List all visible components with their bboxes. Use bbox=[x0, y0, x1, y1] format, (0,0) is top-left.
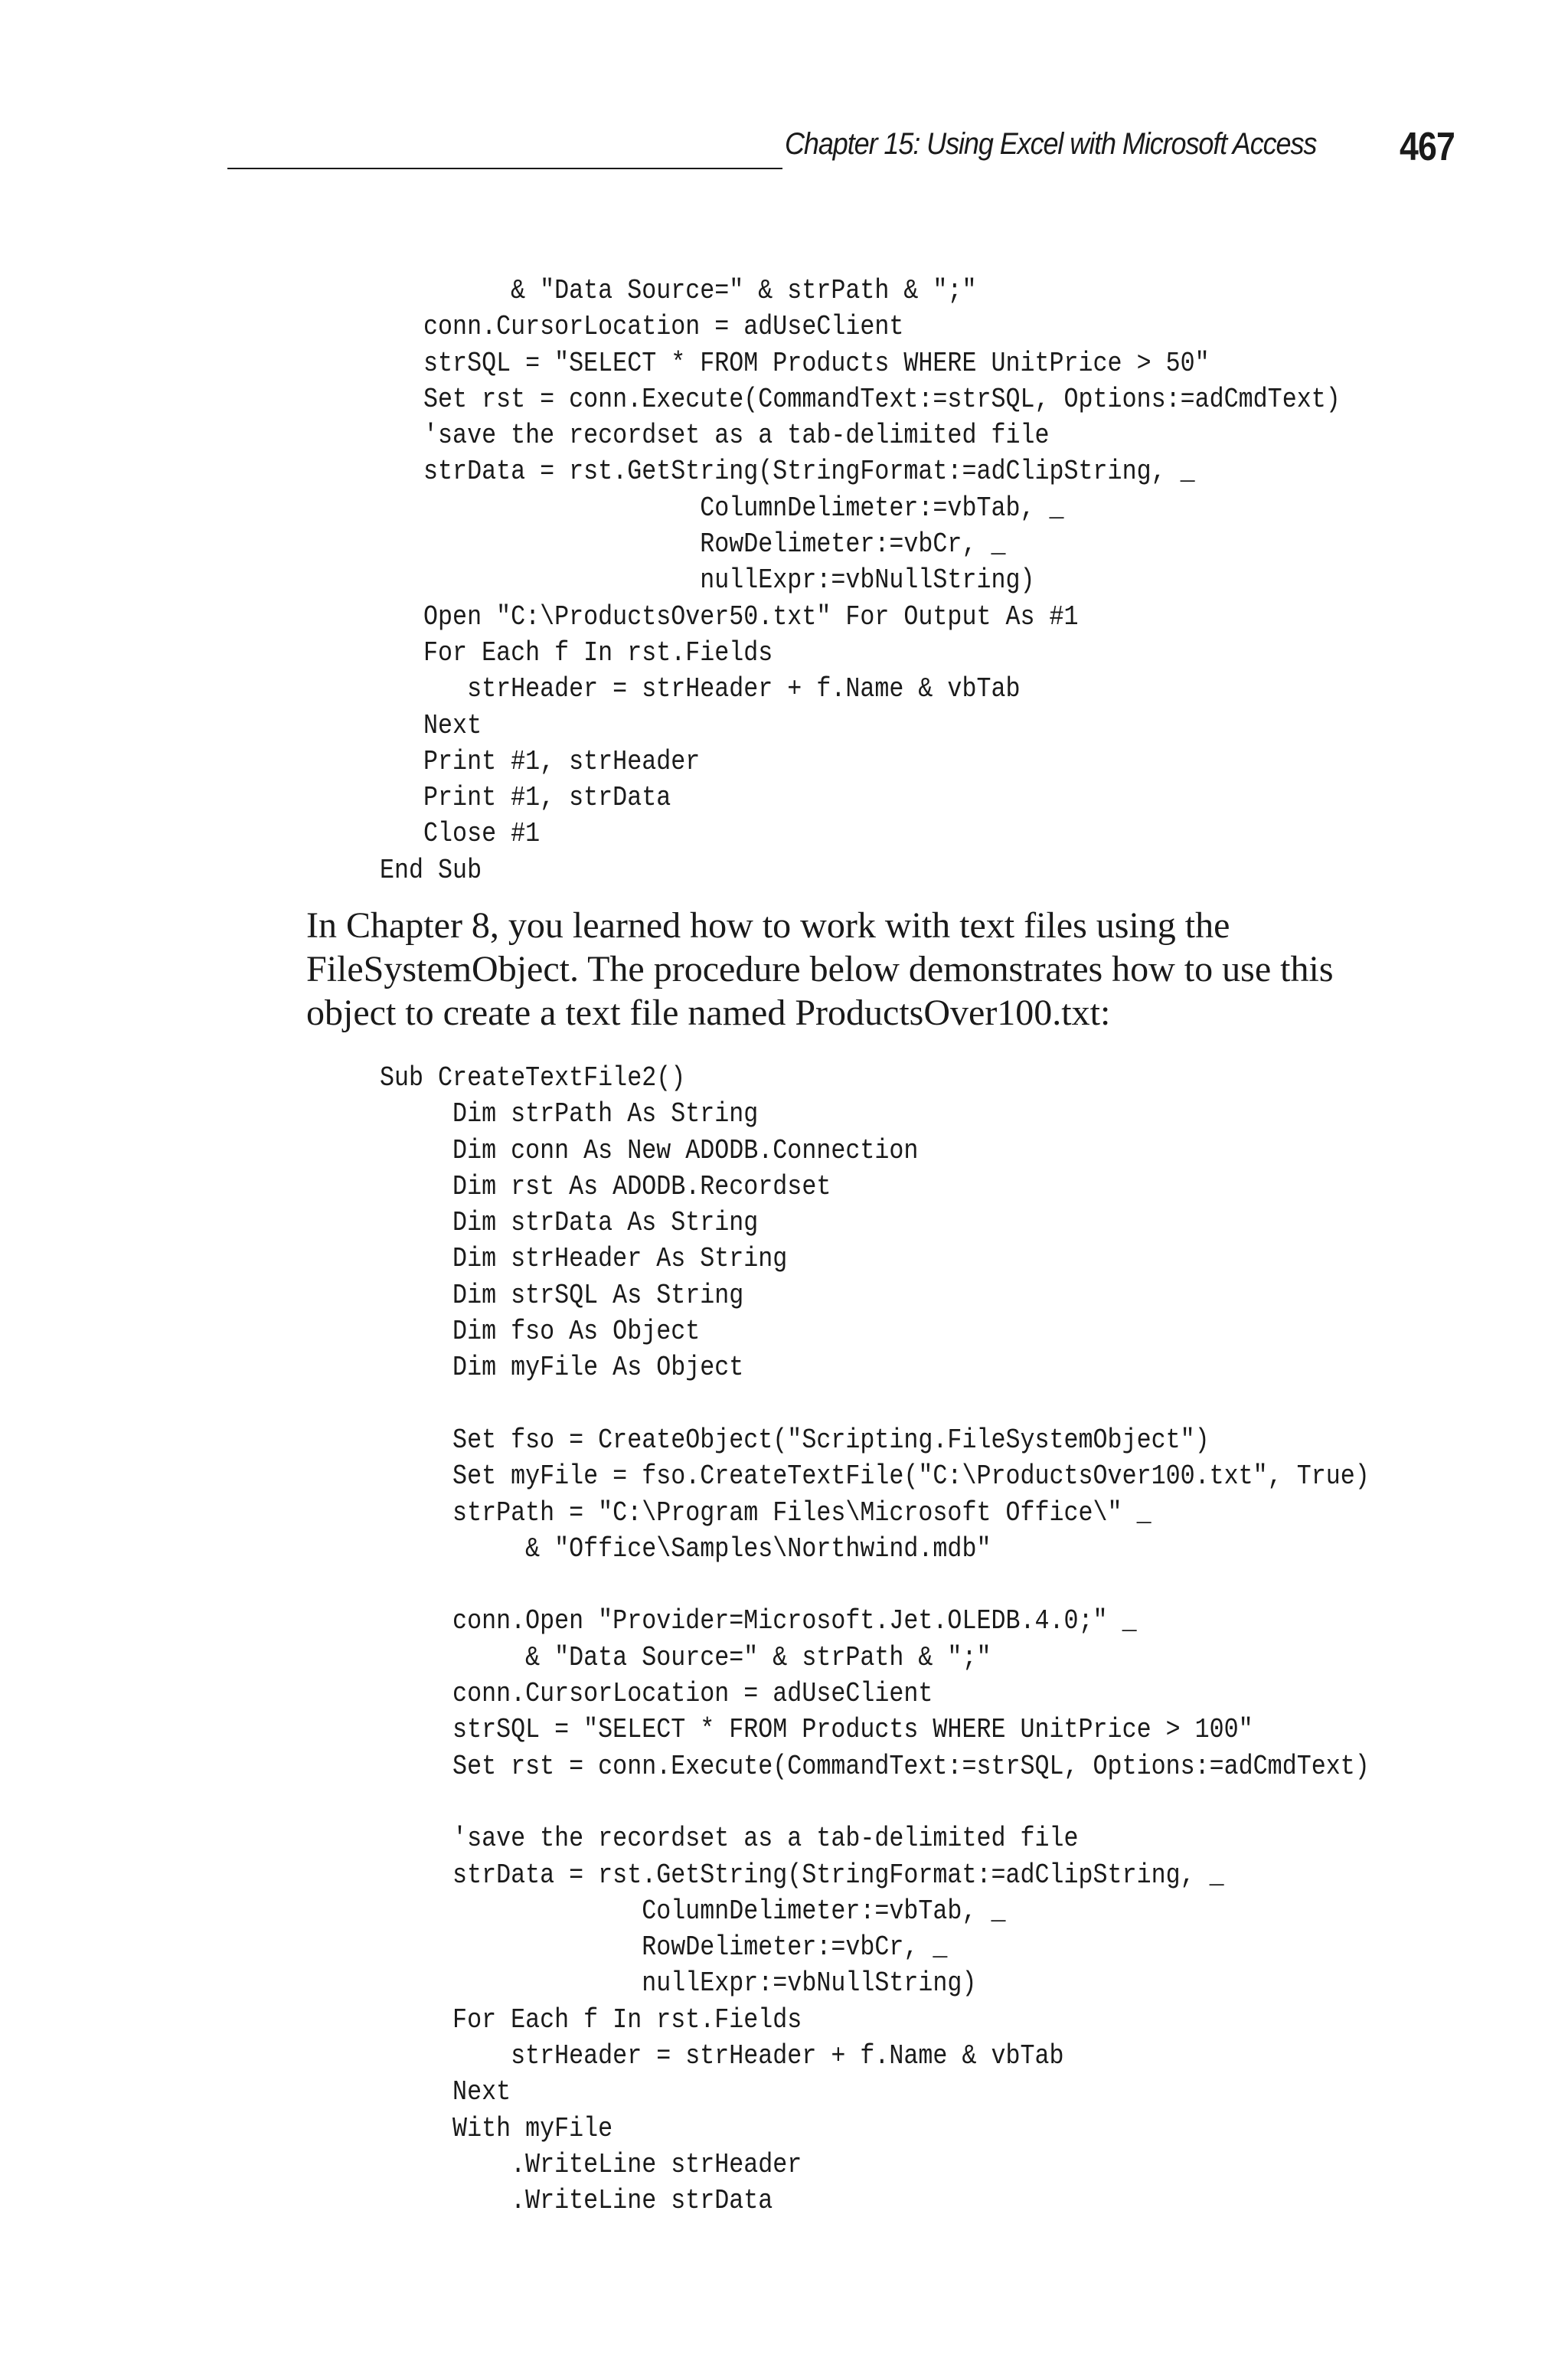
code-line: Dim strHeader As String bbox=[380, 1243, 788, 1275]
code-line: strPath = "C:\Program Files\Microsoft Office\" _ bbox=[380, 1496, 1152, 1529]
code-line: ColumnDelimeter:=vbTab, _ bbox=[380, 492, 1064, 524]
code-line bbox=[380, 1386, 1370, 1422]
code-line: Dim strSQL As String bbox=[380, 1279, 744, 1311]
code-line: strHeader = strHeader + f.Name & vbTab bbox=[380, 673, 1021, 705]
code-line: For Each f In rst.Fields bbox=[380, 636, 773, 669]
code-line: RowDelimeter:=vbCr, _ bbox=[380, 528, 1006, 561]
code-line: RowDelimeter:=vbCr, _ bbox=[380, 1931, 948, 1964]
code-line: conn.CursorLocation = adUseClient bbox=[380, 1678, 933, 1710]
code-line bbox=[380, 1567, 1370, 1603]
code-line: Sub CreateTextFile2() bbox=[380, 1062, 686, 1094]
code-line: 'save the recordset as a tab-delimited file bbox=[380, 1823, 1079, 1855]
code-line: Next bbox=[380, 2076, 511, 2108]
code-line: Set rst = conn.Execute(CommandText:=strSQL, Options:=adCmdText) bbox=[380, 1750, 1370, 1782]
code-line: Print #1, strHeader bbox=[380, 745, 701, 777]
code-line: Dim strPath As String bbox=[380, 1098, 759, 1130]
code-line: Dim fso As Object bbox=[380, 1316, 701, 1348]
code-line: ColumnDelimeter:=vbTab, _ bbox=[380, 1895, 1006, 1927]
code-line: Dim strData As String bbox=[380, 1207, 759, 1239]
code-line: conn.CursorLocation = adUseClient bbox=[380, 311, 904, 343]
code-line: conn.Open "Provider=Microsoft.Jet.OLEDB.4.0;" _ bbox=[380, 1605, 1137, 1637]
code-line: Set rst = conn.Execute(CommandText:=strSQL, Options:=adCmdText) bbox=[380, 383, 1341, 415]
header-rule bbox=[227, 168, 782, 169]
code-line: strSQL = "SELECT * FROM Products WHERE UnitPrice > 50" bbox=[380, 347, 1210, 379]
code-line: nullExpr:=vbNullString) bbox=[380, 1967, 977, 2000]
code-line: & "Data Source=" & strPath & ";" bbox=[380, 275, 977, 306]
code-line: & "Data Source=" & strPath & ";" bbox=[380, 1641, 991, 1673]
code-line: .WriteLine strHeader bbox=[380, 2148, 802, 2180]
code-line: For Each f In rst.Fields bbox=[380, 2003, 802, 2036]
code-line: strSQL = "SELECT * FROM Products WHERE UnitPrice > 100" bbox=[380, 1714, 1253, 1746]
code-line: strData = rst.GetString(StringFormat:=adClipString, _ bbox=[380, 1859, 1224, 1891]
code-line: Set myFile = fso.CreateTextFile("C:\ProductsOver100.txt", True) bbox=[380, 1460, 1370, 1493]
paragraph-line: object to create a text file named ProductsOver100.txt: bbox=[306, 993, 1111, 1033]
code-line: strData = rst.GetString(StringFormat:=adClipString, _ bbox=[380, 456, 1195, 488]
code-line: Set fso = CreateObject("Scripting.FileSystemObject") bbox=[380, 1424, 1210, 1456]
code-listing-continued bbox=[380, 273, 1341, 888]
running-head: Chapter 15: Using Excel with Microsoft Access bbox=[785, 127, 1317, 161]
code-line: With myFile bbox=[380, 2112, 613, 2144]
code-line: nullExpr:=vbNullString) bbox=[380, 564, 1035, 597]
page-number: 467 bbox=[1400, 125, 1455, 169]
paragraph-line: FileSystemObject. The procedure below demonstrates how to use this bbox=[306, 949, 1334, 989]
code-line: Dim rst As ADODB.Recordset bbox=[380, 1170, 831, 1202]
code-line: .WriteLine strData bbox=[380, 2185, 773, 2217]
code-line: Print #1, strData bbox=[380, 782, 671, 814]
code-line: Dim conn As New ADODB.Connection bbox=[380, 1134, 919, 1166]
body-paragraph bbox=[306, 904, 1439, 1035]
code-line: Dim myFile As Object bbox=[380, 1352, 744, 1384]
code-line: End Sub bbox=[380, 854, 482, 886]
paragraph-line: In Chapter 8, you learned how to work with text files using the bbox=[306, 905, 1230, 946]
code-line bbox=[380, 1784, 1370, 1820]
code-line: strHeader = strHeader + f.Name & vbTab bbox=[380, 2040, 1064, 2072]
code-listing-create-text-file2 bbox=[380, 1060, 1370, 2219]
code-line: Close #1 bbox=[380, 818, 541, 850]
code-line: Next bbox=[380, 709, 482, 741]
code-line: 'save the recordset as a tab-delimited file bbox=[380, 420, 1050, 452]
code-line: Open "C:\ProductsOver50.txt" For Output As #1 bbox=[380, 600, 1079, 633]
code-line: & "Office\Samples\Northwind.mdb" bbox=[380, 1532, 991, 1565]
